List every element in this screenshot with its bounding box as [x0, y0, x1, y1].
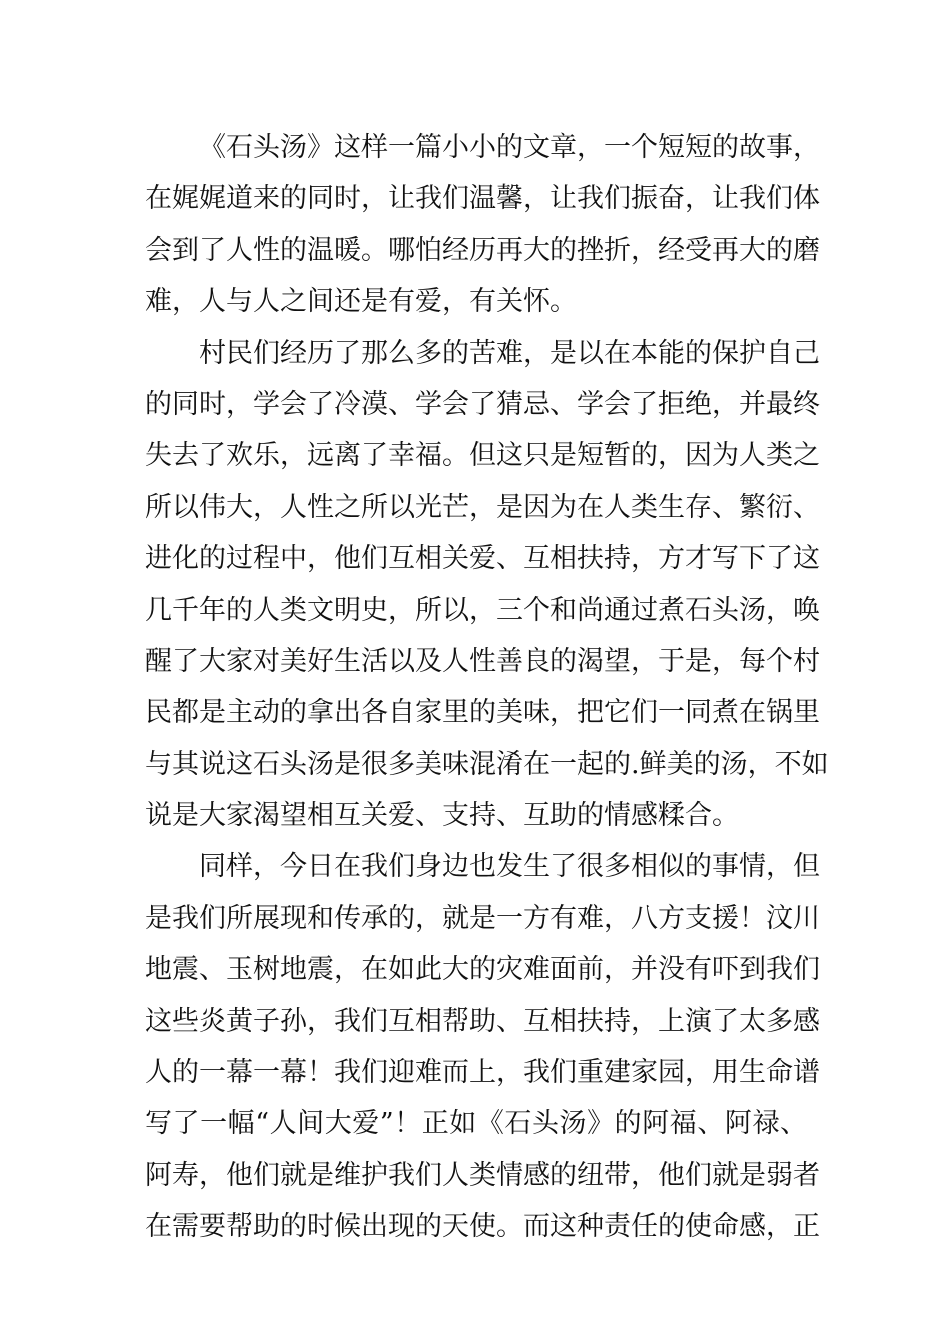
- paragraph-3: [145, 841, 820, 1252]
- text-line: 所以伟大，人性之所以光芒，是因为在人类生存、繁衍、: [145, 491, 820, 523]
- text-line: 与其说这石头汤是很多美味混淆在一起的.鲜美的汤，不如: [145, 748, 829, 780]
- text-line: 几千年的人类文明史，所以，三个和尚通过煮石头汤，唤: [145, 594, 820, 626]
- text-line: 说是大家渴望相互关爱、支持、互助的情感糅合。: [145, 800, 739, 832]
- text-line: 这些炎黄子孙，我们互相帮助、互相扶持，上演了太多感: [145, 1005, 820, 1037]
- paragraph-2: [145, 328, 829, 842]
- text-line: 写了一幅“人间大爱”！正如《石头汤》的阿福、阿禄、: [145, 1108, 807, 1140]
- document-body: [145, 122, 829, 1253]
- text-line: 是我们所展现和传承的，就是一方有难，八方支援！汶川: [145, 902, 820, 934]
- text-line: 难，人与人之间还是有爱，有关怀。: [145, 286, 577, 318]
- text-line: 同样，今日在我们身边也发生了很多相似的事情，但: [199, 851, 820, 883]
- text-line: 进化的过程中，他们互相关爱、互相扶持，方才写下了这: [145, 543, 820, 575]
- text-line: 地震、玉树地震，在如此大的灾难面前，并没有吓到我们: [145, 954, 820, 986]
- text-line: 在需要帮助的时候出现的天使。而这种责任的使命感，正: [145, 1211, 820, 1243]
- text-line: 失去了欢乐，远离了幸福。但这只是短暂的，因为人类之: [145, 440, 820, 472]
- text-line: 会到了人性的温暖。哪怕经历再大的挫折，经受再大的磨: [145, 234, 820, 266]
- text-line: 醒了大家对美好生活以及人性善良的渴望，于是，每个村: [145, 645, 820, 677]
- paragraph-1: [145, 122, 820, 328]
- text-line: 民都是主动的拿出各自家里的美味，把它们一同煮在锅里: [145, 697, 820, 729]
- text-line: 阿寿，他们就是维护我们人类情感的纽带，他们就是弱者: [145, 1159, 820, 1191]
- text-line: 的同时，学会了冷漠、学会了猜忌、学会了拒绝，并最终: [145, 388, 820, 420]
- text-line: 《石头汤》这样一篇小小的文章，一个短短的故事，: [199, 132, 820, 163]
- text-line: 人的一幕一幕！我们迎难而上，我们重建家园，用生命谱: [145, 1057, 820, 1089]
- text-line: 村民们经历了那么多的苦难，是以在本能的保护自己: [199, 337, 820, 369]
- text-line: 在娓娓道来的同时，让我们温馨，让我们振奋，让我们体: [145, 183, 820, 215]
